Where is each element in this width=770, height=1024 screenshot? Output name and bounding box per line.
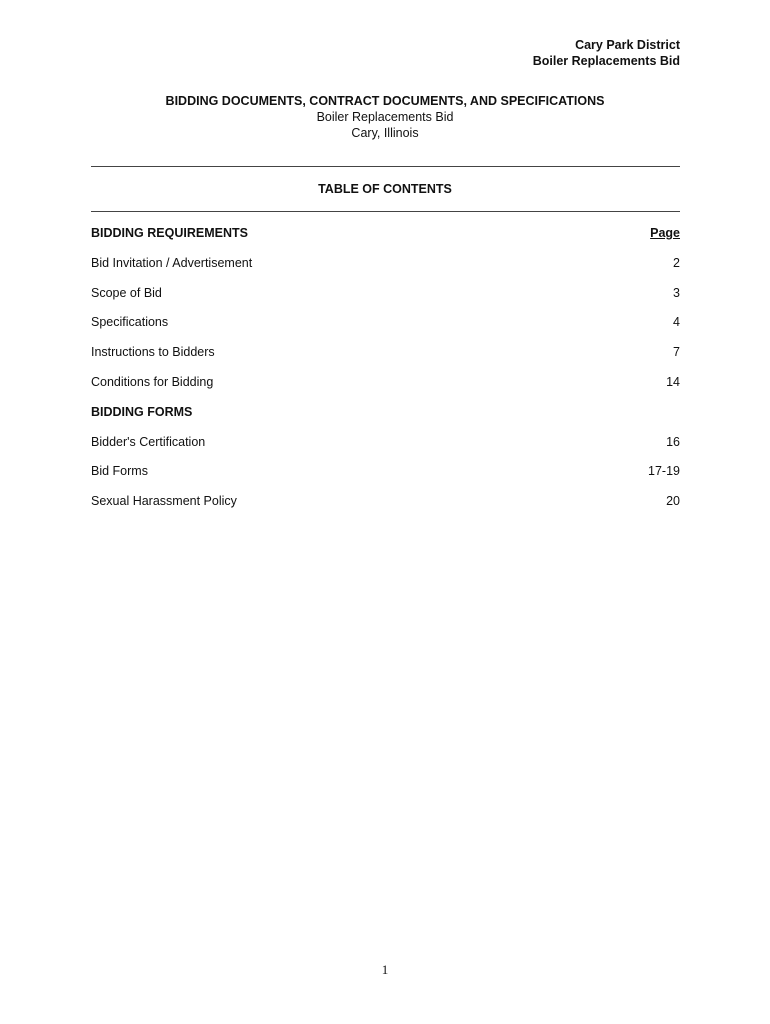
table-of-contents	[91, 226, 680, 524]
toc-entry	[91, 345, 680, 375]
page-number: 1	[381, 962, 389, 977]
toc-entry	[91, 375, 680, 405]
toc-entry-page: 20	[666, 494, 680, 509]
divider-top	[91, 166, 680, 167]
title-block	[0, 93, 770, 141]
toc-section-label: BIDDING REQUIREMENTS	[91, 226, 248, 240]
toc-section-label: BIDDING FORMS	[91, 404, 193, 419]
toc-entry	[91, 286, 680, 316]
toc-entry-page: 2	[673, 255, 680, 270]
subtitle: Boiler Replacements Bid	[316, 110, 454, 124]
organization-name: Cary Park District	[575, 38, 680, 52]
toc-entry	[91, 464, 680, 494]
toc-entry-label: Bid Forms	[91, 464, 148, 479]
toc-entry	[91, 256, 680, 286]
toc-entry	[91, 494, 680, 524]
toc-entry-label: Conditions for Bidding	[91, 374, 214, 389]
toc-heading: TABLE OF CONTENTS	[318, 182, 452, 196]
toc-entry-page: 14	[666, 374, 680, 389]
divider-bottom	[91, 211, 680, 212]
toc-entry-page: 3	[673, 285, 680, 300]
toc-entry	[91, 315, 680, 345]
toc-entry-page: 16	[666, 434, 680, 449]
toc-page-column-header: Page	[650, 226, 680, 240]
toc-entry-page: 17-19	[648, 464, 680, 479]
toc-entry-page: 7	[673, 345, 680, 360]
toc-entry-label: Instructions to Bidders	[91, 345, 215, 360]
project-name: Boiler Replacements Bid	[532, 54, 680, 68]
toc-section-bidding-forms	[91, 405, 680, 435]
toc-entry-label: Bidder's Certification	[91, 434, 206, 449]
toc-entry-label: Bid Invitation / Advertisement	[91, 255, 253, 270]
toc-entry-label: Specifications	[91, 315, 169, 330]
toc-entry-label: Sexual Harassment Policy	[91, 494, 237, 509]
document-header	[533, 37, 680, 69]
toc-entry-page: 4	[673, 315, 680, 330]
toc-entry	[91, 435, 680, 465]
toc-section-bidding-requirements	[91, 226, 680, 256]
main-title: BIDDING DOCUMENTS, CONTRACT DOCUMENTS, AND SPECIFICATIONS	[165, 94, 605, 108]
location: Cary, Illinois	[351, 126, 419, 140]
toc-entry-label: Scope of Bid	[91, 285, 162, 300]
